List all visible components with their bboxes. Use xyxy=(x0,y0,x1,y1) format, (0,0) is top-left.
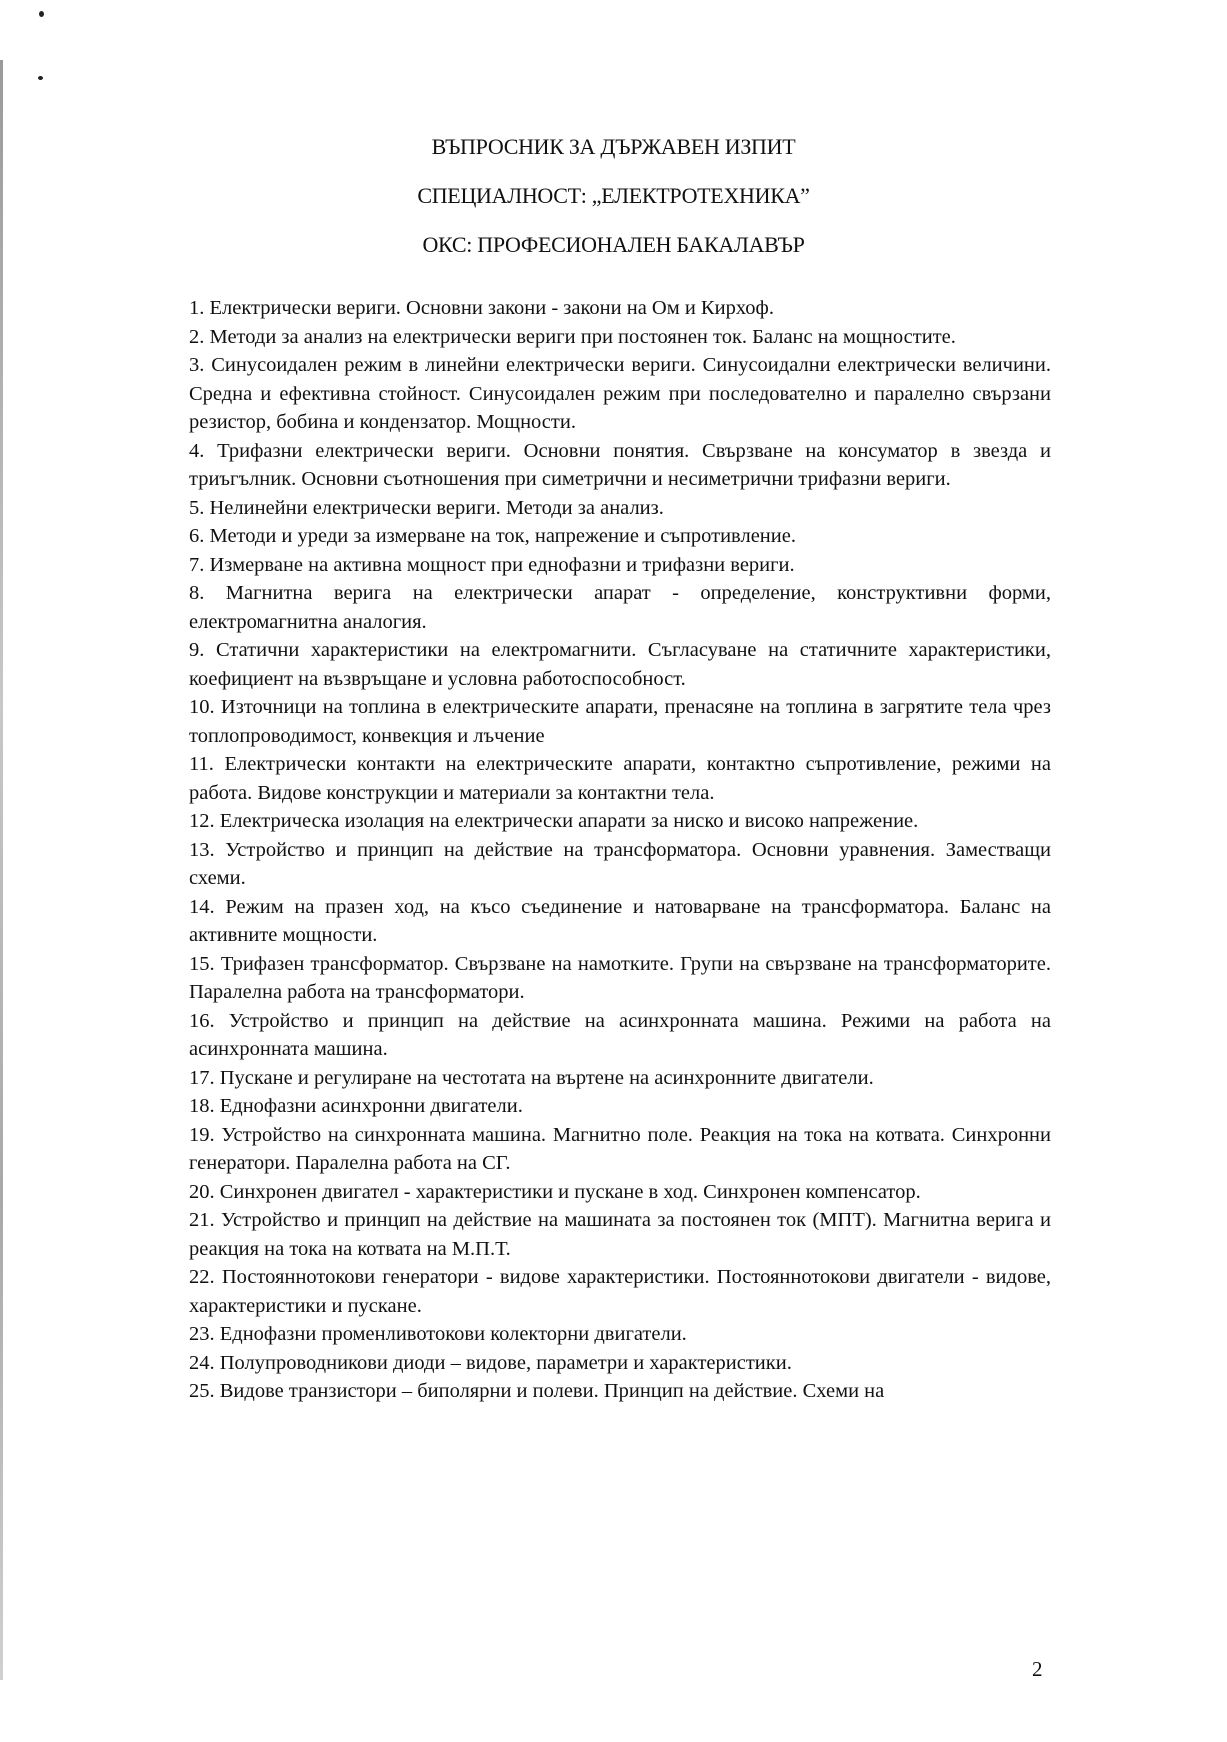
question-item: 21. Устройство и принцип на действие на машината за постоянен ток (МПТ). Магнитна верига и реакция на тока на котвата на М.П.Т. xyxy=(189,1209,1051,1260)
document-title: ВЪПРОСНИК ЗА ДЪРЖАВЕН ИЗПИТ xyxy=(431,134,796,159)
question-item: 7. Измерване на активна мощност при еднофазни и трифазни вериги. xyxy=(189,553,795,576)
question-item: 6. Методи и уреди за измерване на ток, напрежение и съпротивление. xyxy=(189,525,796,547)
page-number: 2 xyxy=(1032,1657,1043,1681)
question-item: 24. Полупроводникови диоди – видове, параметри и характеристики. xyxy=(189,1351,792,1374)
question-item: 22. Постояннотокови генератори - видове характеристики. Постояннотокови двигатели - видове, характеристики и пускане. xyxy=(189,1266,1051,1317)
question-item: 3. Синусоидален режим в линейни електрически вериги. Синусоидални електрически величини. Средна и ефективна стойност. Синусоидален режим при последователно и паралелно свързани резистор, бобина и кондензатор. Мощности. xyxy=(189,354,1051,433)
question-item: 18. Еднофазни асинхронни двигатели. xyxy=(189,1095,523,1117)
question-item: 15. Трифазен трансформатор. Свързване на намотките. Групи на свързване на трансформаторите. Паралелна работа на трансформатори. xyxy=(189,952,1051,1003)
scan-speck xyxy=(38,76,43,80)
question-item: 14. Режим на празен ход, на късо съединение и натоварване на трансформатора. Баланс на активните мощности. xyxy=(189,895,1051,946)
question-item: 8. Магнитна верига на електрически апарат - определение, конструктивни форми, електромагнитна аналогия. xyxy=(189,582,1051,633)
question-list xyxy=(189,294,1051,1406)
document-header xyxy=(0,133,1227,280)
scan-speck xyxy=(39,11,44,17)
question-item: 2. Методи за анализ на електрически вериги при постоянен ток. Баланс на мощностите. xyxy=(189,325,956,348)
question-item: 9. Статични характеристики на електромагнити. Съгласуване на статичните характеристики, коефициент на възвръщане и условна работоспособност. xyxy=(189,639,1051,690)
question-item: 13. Устройство и принцип на действие на трансформатора. Основни уравнения. Заместващи схеми. xyxy=(189,838,1051,889)
question-item: 5. Нелинейни електрически вериги. Методи за анализ. xyxy=(189,496,664,519)
question-item: 12. Електрическа изолация на електрически апарати за ниско и високо напрежение. xyxy=(189,810,919,832)
question-item: 4. Трифазни електрически вериги. Основни понятия. Свързване на консуматор в звезда и триъгълник. Основни съотношения при симетрични и несиметрични трифазни вериги. xyxy=(189,439,1051,490)
question-item: 10. Източници на топлина в електрическите апарати, пренасяне на топлина в загрятите тела чрез топлопроводимост, конвекция и лъчение xyxy=(189,696,1051,747)
scan-edge-shadow xyxy=(0,60,3,1680)
document-specialty: СПЕЦИАЛНОСТ: „ЕЛЕКТРОТЕХНИКА” xyxy=(417,183,810,208)
question-item: 11. Електрически контакти на електрическите апарати, контактно съпротивление, режими на работа. Видове конструкции и материали за контактни тела. xyxy=(189,753,1051,804)
question-item: 19. Устройство на синхронната машина. Магнитно поле. Реакция на тока на котвата. Синхронни генератори. Паралелна работа на СГ. xyxy=(189,1123,1051,1174)
question-item: 16. Устройство и принцип на действие на асинхронната машина. Режими на работа на асинхронната машина. xyxy=(189,1009,1051,1060)
question-item: 25. Видове транзистори – биполярни и полеви. Принцип на действие. Схеми на xyxy=(189,1380,885,1402)
question-item: 17. Пускане и регулиране на честотата на въртене на асинхронните двигатели. xyxy=(189,1066,874,1089)
question-item: 23. Еднофазни променливотокови колекторни двигатели. xyxy=(189,1323,687,1345)
question-item: 20. Синхронен двигател - характеристики и пускане в ход. Синхронен компенсатор. xyxy=(189,1180,921,1203)
question-item: 1. Електрически вериги. Основни закони - закони на Ом и Кирхоф. xyxy=(189,297,774,319)
document-degree: ОКС: ПРОФЕСИОНАЛЕН БАКАЛАВЪР xyxy=(422,232,805,257)
